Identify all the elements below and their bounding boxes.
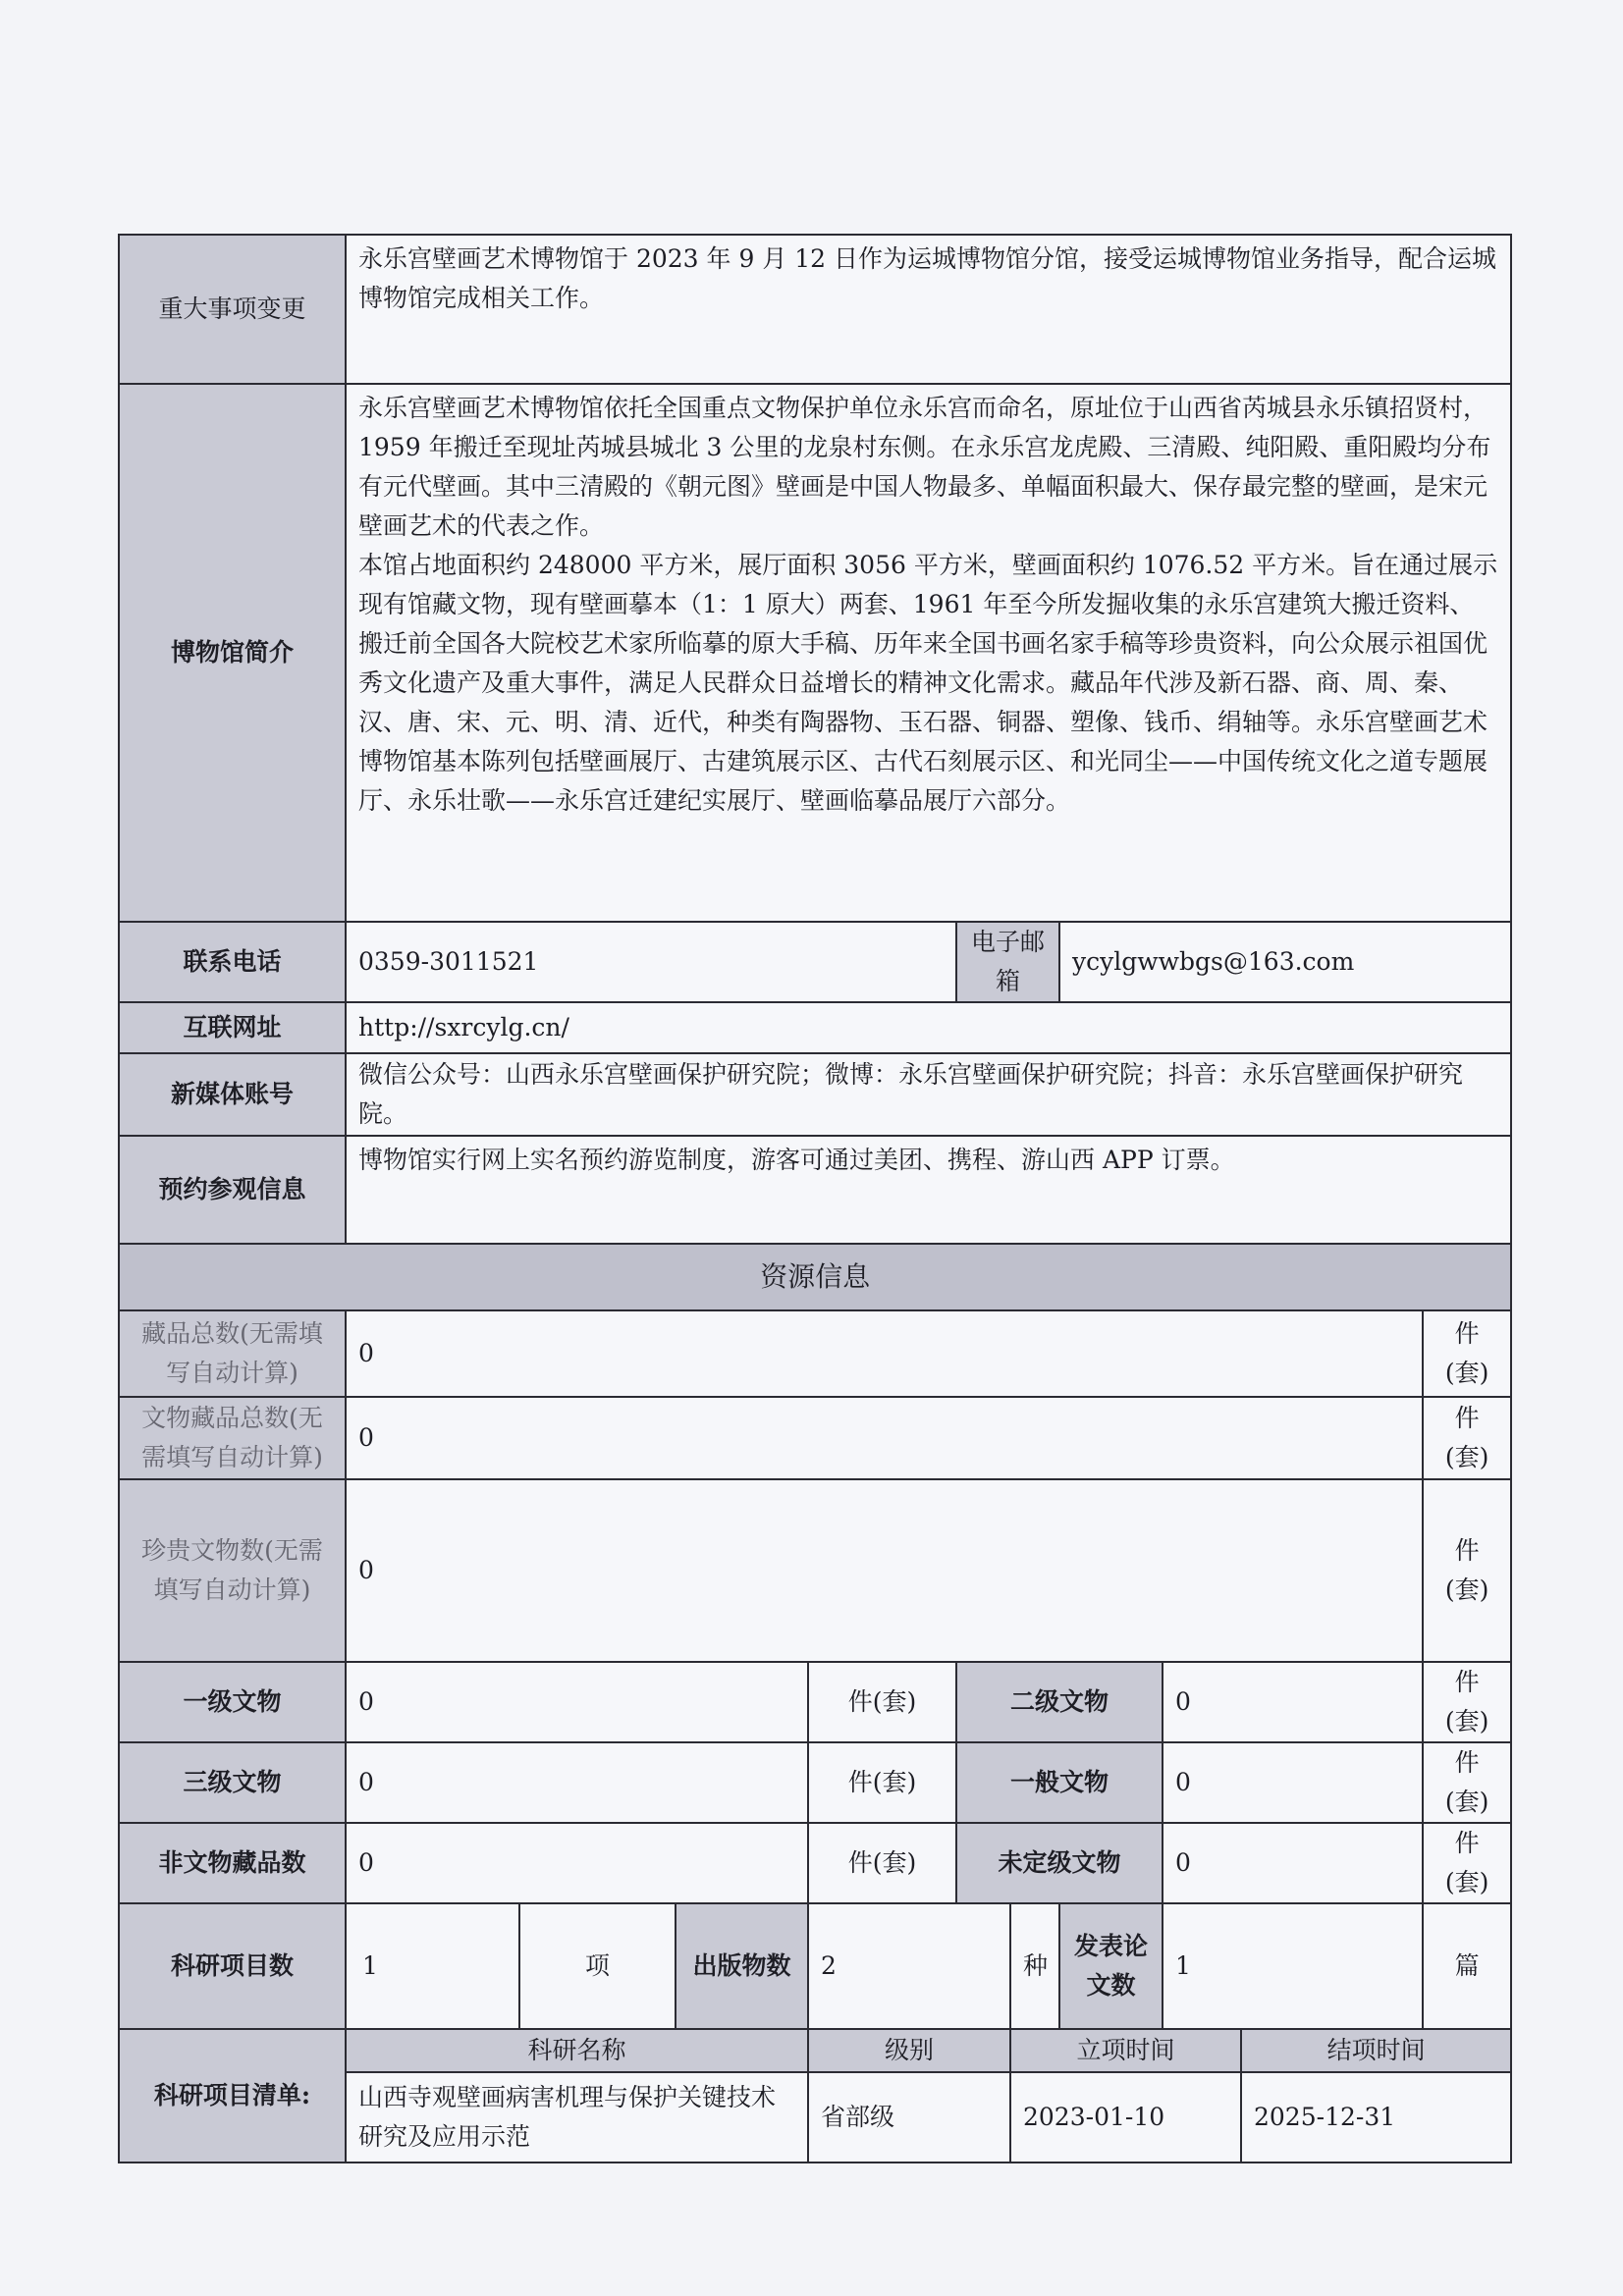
email-value: ycylgwwbgs@163.com	[1059, 922, 1511, 1002]
project-header-start: 立项时间	[1010, 2029, 1241, 2072]
grade2-value: 0	[1163, 1662, 1423, 1742]
grade3-label: 三级文物	[119, 1742, 346, 1823]
research-count-value: 1	[346, 1903, 519, 2029]
project-level: 省部级	[808, 2072, 1010, 2163]
relic-total-row	[119, 1397, 1511, 1479]
phone-row	[119, 922, 1511, 1002]
non-relic-unit: 件(套)	[808, 1823, 956, 1903]
relic-total-unit: 件(套)	[1423, 1397, 1511, 1479]
email-label: 电子邮箱	[956, 922, 1059, 1002]
paper-label: 发表论文数	[1059, 1903, 1163, 2029]
research-count-label: 科研项目数	[119, 1903, 346, 2029]
project-end: 2025-12-31	[1241, 2072, 1511, 2163]
resources-section-title: 资源信息	[119, 1244, 1511, 1310]
unrated-label: 未定级文物	[956, 1823, 1163, 1903]
relic-total-label: 文物藏品总数(无需填写自动计算)	[119, 1397, 346, 1479]
total-collection-unit: 件(套)	[1423, 1310, 1511, 1397]
website-label: 互联网址	[119, 1002, 346, 1053]
research-count-unit: 项	[519, 1903, 676, 2029]
grade1-value: 0	[346, 1662, 808, 1742]
precious-label: 珍贵文物数(无需填写自动计算)	[119, 1479, 346, 1662]
grade3-general-row	[119, 1742, 1511, 1823]
paper-unit: 篇	[1423, 1903, 1511, 2029]
unrated-unit: 件(套)	[1423, 1823, 1511, 1903]
project-list-header-row	[119, 2029, 1511, 2072]
total-collection-label: 藏品总数(无需填写自动计算)	[119, 1310, 346, 1397]
resources-section-row	[119, 1244, 1511, 1310]
precious-unit: 件(套)	[1423, 1479, 1511, 1662]
publication-value: 2	[808, 1903, 1010, 2029]
grade1-label: 一级文物	[119, 1662, 346, 1742]
intro-row	[119, 384, 1511, 922]
precious-row	[119, 1479, 1511, 1662]
project-name: 山西寺观壁画病害机理与保护关键技术研究及应用示范	[346, 2072, 808, 2163]
unrated-value: 0	[1163, 1823, 1423, 1903]
project-header-name: 科研名称	[346, 2029, 808, 2072]
intro-paragraph-1: 永乐宫壁画艺术博物馆依托全国重点文物保护单位永乐宫而命名，原址位于山西省芮城县永乐镇招贤村，1959 年搬迁至现址芮城县城北 3 公里的龙泉村东侧。在永乐宫龙虎殿、三清殿、纯阳殿、重阳殿均分布有元代壁画。其中三清殿的《朝元图》壁画是中国人物最多、单幅面积最大、保存最完整的壁画，是宋元壁画艺术的代表之作。	[358, 394, 1491, 540]
phone-label: 联系电话	[119, 922, 346, 1002]
intro-label: 博物馆简介	[119, 384, 346, 922]
grade3-value: 0	[346, 1742, 808, 1823]
museum-info-table	[118, 234, 1510, 2163]
grade2-unit: 件(套)	[1423, 1662, 1511, 1742]
project-start: 2023-01-10	[1010, 2072, 1241, 2163]
project-header-level: 级别	[808, 2029, 1010, 2072]
precious-value: 0	[346, 1479, 1423, 1662]
major-change-value: 永乐宫壁画艺术博物馆于 2023 年 9 月 12 日作为运城博物馆分馆，接受运城博物馆业务指导，配合运城博物馆完成相关工作。	[346, 235, 1511, 384]
website-row	[119, 1002, 1511, 1053]
phone-value: 0359-3011521	[346, 922, 956, 1002]
project-list-label: 科研项目清单:	[119, 2029, 346, 2163]
total-collection-value: 0	[346, 1310, 1423, 1397]
total-collection-row	[119, 1310, 1511, 1397]
major-change-row	[119, 235, 1511, 384]
non-relic-value: 0	[346, 1823, 808, 1903]
general-label: 一般文物	[956, 1742, 1163, 1823]
research-count-row	[119, 1903, 1511, 2029]
non-relic-unrated-row	[119, 1823, 1511, 1903]
booking-row	[119, 1136, 1511, 1244]
project-header-end: 结项时间	[1241, 2029, 1511, 2072]
publication-label: 出版物数	[676, 1903, 808, 2029]
social-label: 新媒体账号	[119, 1053, 346, 1136]
booking-label: 预约参观信息	[119, 1136, 346, 1244]
relic-total-value: 0	[346, 1397, 1423, 1479]
intro-paragraph-2: 本馆占地面积约 248000 平方米，展厅面积 3056 平方米，壁画面积约 1076.52 平方米。旨在通过展示现有馆藏文物，现有壁画摹本（1：1 原大）两套、1961 年至今所发掘收集的永乐宫建筑大搬迁资料、搬迁前全国各大院校艺术家所临摹的原大手稿、历年来全国书画名家手稿等珍贵资料，向公众展示祖国优秀文化遗产及重大事件，满足人民群众日益增长的精神文化需求。藏品年代涉及新石器、商、周、秦、汉、唐、宋、元、明、清、近代，种类有陶器物、玉石器、铜器、塑像、钱币、绢轴等。永乐宫壁画艺术博物馆基本陈列包括壁画展厅、古建筑展示区、古代石刻展示区、和光同尘——中国传统文化之道专题展厅、永乐壮歌——永乐宫迁建纪实展厅、壁画临摹品展厅六部分。	[358, 551, 1498, 815]
grade1-grade2-row	[119, 1662, 1511, 1742]
social-value: 微信公众号：山西永乐宫壁画保护研究院；微博：永乐宫壁画保护研究院；抖音：永乐宫壁画保护研究院。	[346, 1053, 1511, 1136]
intro-value	[346, 384, 1511, 922]
non-relic-label: 非文物藏品数	[119, 1823, 346, 1903]
general-unit: 件(套)	[1423, 1742, 1511, 1823]
major-change-label: 重大事项变更	[119, 235, 346, 384]
paper-value: 1	[1163, 1903, 1423, 2029]
social-row	[119, 1053, 1511, 1136]
general-value: 0	[1163, 1742, 1423, 1823]
grade3-unit: 件(套)	[808, 1742, 956, 1823]
grade1-unit: 件(套)	[808, 1662, 956, 1742]
booking-value: 博物馆实行网上实名预约游览制度，游客可通过美团、携程、游山西 APP 订票。	[346, 1136, 1511, 1244]
website-value: http://sxrcylg.cn/	[346, 1002, 1511, 1053]
publication-unit: 种	[1010, 1903, 1059, 2029]
grade2-label: 二级文物	[956, 1662, 1163, 1742]
